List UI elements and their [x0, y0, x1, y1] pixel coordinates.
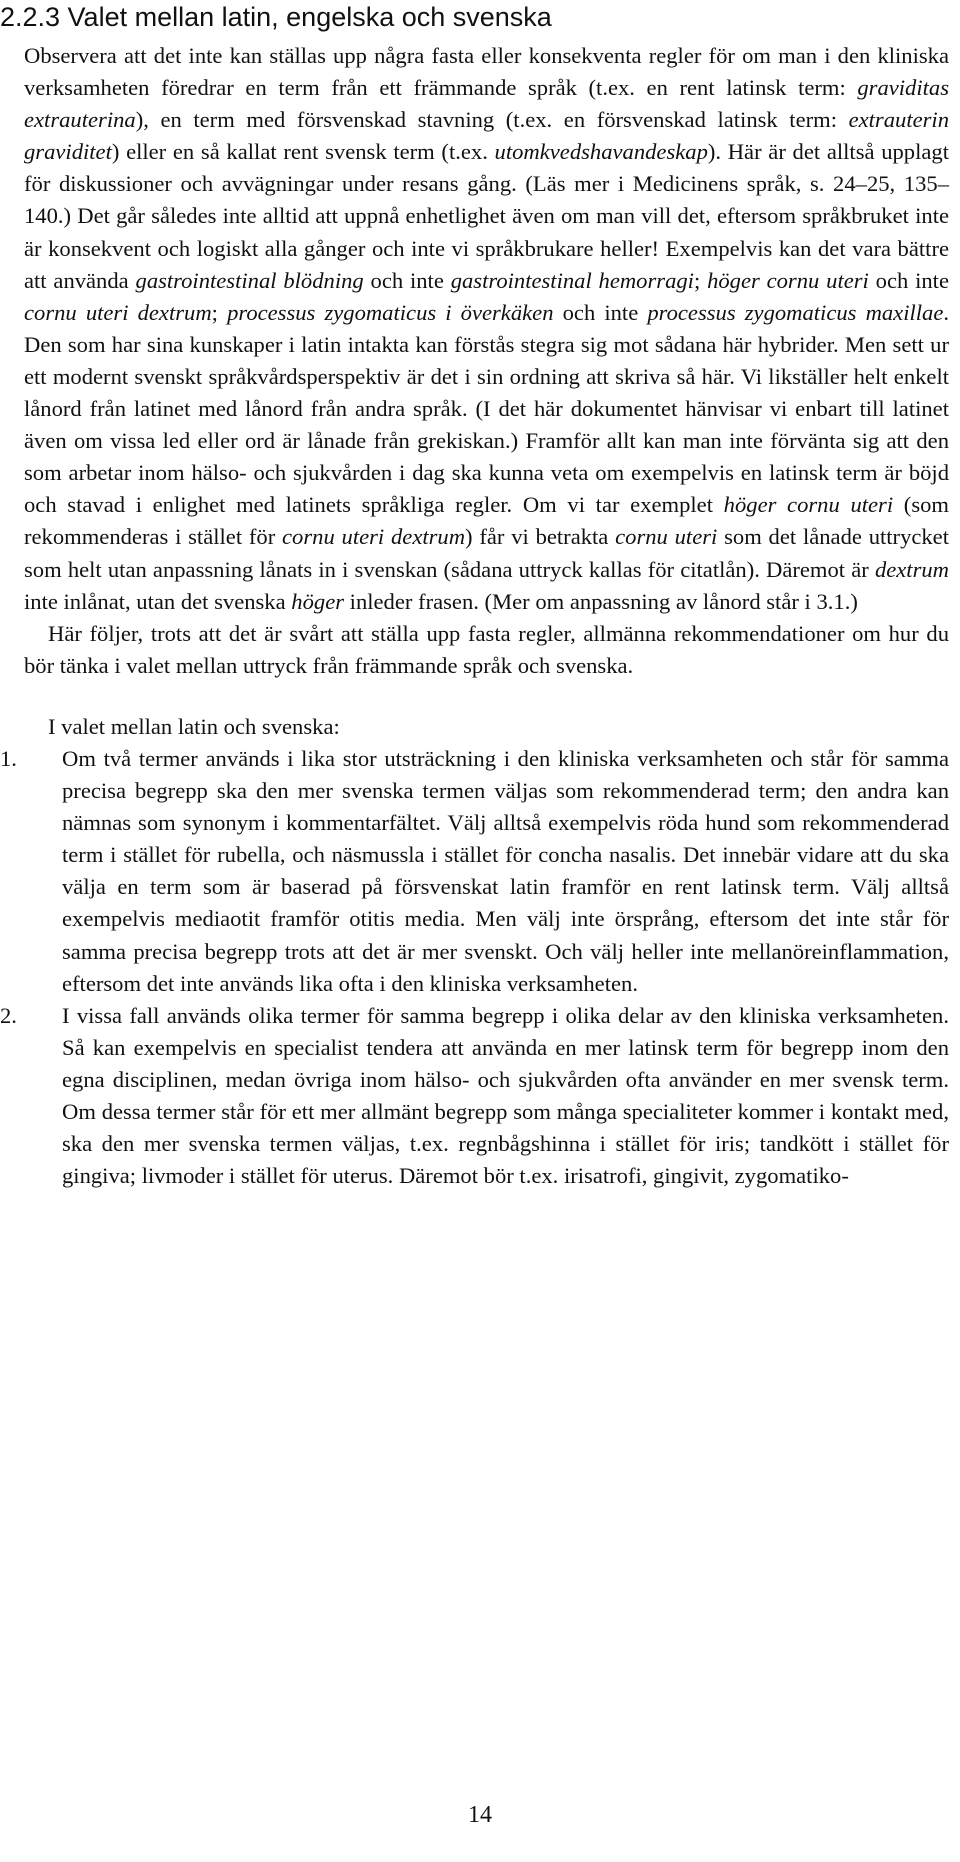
paragraph-1-text: och inte [868, 267, 949, 293]
page-number: 14 [468, 1802, 492, 1828]
list-item [0, 743, 949, 1000]
paragraph-1-text: som det lånade uttrycket som helt utan anpassning lånats in i svenskan (sådana uttryck kallas för citatlån). Däremot är [24, 524, 949, 582]
paragraph-1-text: (som rekommenderas i stället för [24, 492, 949, 550]
term-italic: utomkvedshavandeskap [494, 139, 708, 165]
list-item [0, 1000, 949, 1193]
term-italic: gastrointestinal blödning [135, 267, 364, 293]
term-italic: höger cornu uteri [707, 267, 869, 293]
paragraph-1-text: ), en term med försvenskad stavning (t.ex. en försvenskad latinsk term: [135, 107, 849, 133]
term-italic: dextrum [874, 556, 949, 582]
paragraph-1-text: . Den som har sina kunskaper i latin intakta kan förstås stegra sig mot sådana här hybrider. Men sett ur ett modernt svenskt språkvårdsperspektiv är det i sin ordning att skriva så här. Vi likställer helt enkelt lånord från latinet med lånord från andra språk. (I det här dokumentet hänvisar vi enbart till latinet även om vissa led eller ord är lånade från grekiskan.) Framför allt kan man inte förvänta sig att den som arbetar inom hälso- och sjukvården i dag ska kunna veta om exempelvis en latinsk term är böjd och stavad i enlighet med latinets språkliga regler. Om vi tar exemplet [24, 299, 950, 518]
paragraph-1-text: och inte [553, 299, 648, 325]
paragraph-1-text: ; [693, 267, 708, 293]
list-intro: I valet mellan latin och svenska: [48, 713, 340, 739]
list-item-number: 2. [0, 1002, 17, 1028]
paragraph-1 [24, 40, 949, 618]
term-italic: extrauterin graviditet [24, 107, 949, 165]
term-italic: höger cornu uteri [723, 492, 894, 518]
term-italic: processus zygomaticus maxillae [647, 299, 944, 325]
term-italic: cornu uteri dextrum [24, 299, 212, 325]
term-italic: cornu uteri [615, 524, 718, 550]
body-text [0, 40, 950, 1192]
term-italic: graviditas extrauterina [24, 75, 949, 133]
list-item-number: 1. [0, 745, 17, 771]
term-italic: processus zygomaticus i överkäken [227, 299, 554, 325]
paragraph-2: Här följer, trots att det är svårt att ställa upp fasta regler, allmänna rekommendationer om hur du bör tänka i valet mellan uttryck från främmande språk och svenska. [24, 620, 949, 678]
paragraph-1-text: ; [211, 299, 228, 325]
paragraph-1-text: ) får vi betrakta [465, 524, 616, 550]
paragraph-1-text: och inte [363, 267, 451, 293]
paragraph-1-text: ) eller en så kallat rent svensk term (t.ex. [111, 139, 495, 165]
section-heading: 2.2.3 Valet mellan latin, engelska och svenska [0, 2, 552, 32]
paragraph-1-text: Observera att det inte kan ställas upp några fasta eller konsekventa regler för om man i den kliniska verksamheten föredrar en term från ett främmande språk (t.ex. en rent latinsk term: [24, 43, 949, 101]
paragraph-1-text: inleder frasen. (Mer om anpassning av lånord står i 3.1.) [344, 588, 858, 614]
recommendation-list [0, 743, 949, 1192]
term-italic: gastrointestinal hemorragi [450, 267, 694, 293]
term-italic: cornu uteri dextrum [282, 524, 466, 550]
paragraph-1-text: ). Här är det alltså upplagt för diskussioner och avvägningar under resans gång. (Läs mer i Medicinens språk, s. 24–25, 135–140.) Det går således inte alltid att uppnå enhetlighet även om man vill det, eftersom språkbruket inte är konsekvent och logiskt alla gånger och inte vi språkbrukare heller! Exempelvis kan det vara bättre att använda [24, 139, 949, 293]
term-italic: höger [291, 588, 345, 614]
list-item-text: Om två termer används i lika stor utsträckning i den kliniska verksamheten och står för samma precisa begrepp ska den mer svenska termen väljas som rekommenderad term; den andra kan nämnas som synonym i kommentarfältet. Välj alltså exempelvis röda hund som rekommenderad term i stället för rubella, och näsmussla i stället för concha nasalis. Det innebär vidare att du ska välja en term som är baserad på försvenskat latin framför en rent latinsk term. Välj alltså exempelvis mediaotit framför otitis media. Men välj inte örsprång, eftersom det inte står för samma precisa begrepp trots att det är mer svenskt. Och välj heller inte mellanöreinflammation, eftersom det inte används lika ofta i den kliniska verksamheten. [62, 745, 949, 996]
list-item-text: I vissa fall används olika termer för samma begrepp i olika delar av den kliniska verksamheten. Så kan exempelvis en specialist tendera att använda en mer latinsk term för begrepp inom den egna disciplinen, medan övriga inom hälso- och sjukvården ofta använder en mer svensk term. Om dessa termer står för ett mer allmänt begrepp som många specialiteter kommer i kontakt med, ska den mer svenska termen väljas, t.ex. regnbågshinna i stället för iris; tandkött i stället för gingiva; livmoder i stället för uterus. Däremot bör t.ex. irisatrofi, gingivit, zygomatiko- [62, 1002, 949, 1189]
paragraph-1-text: inte inlånat, utan det svenska [24, 588, 292, 614]
